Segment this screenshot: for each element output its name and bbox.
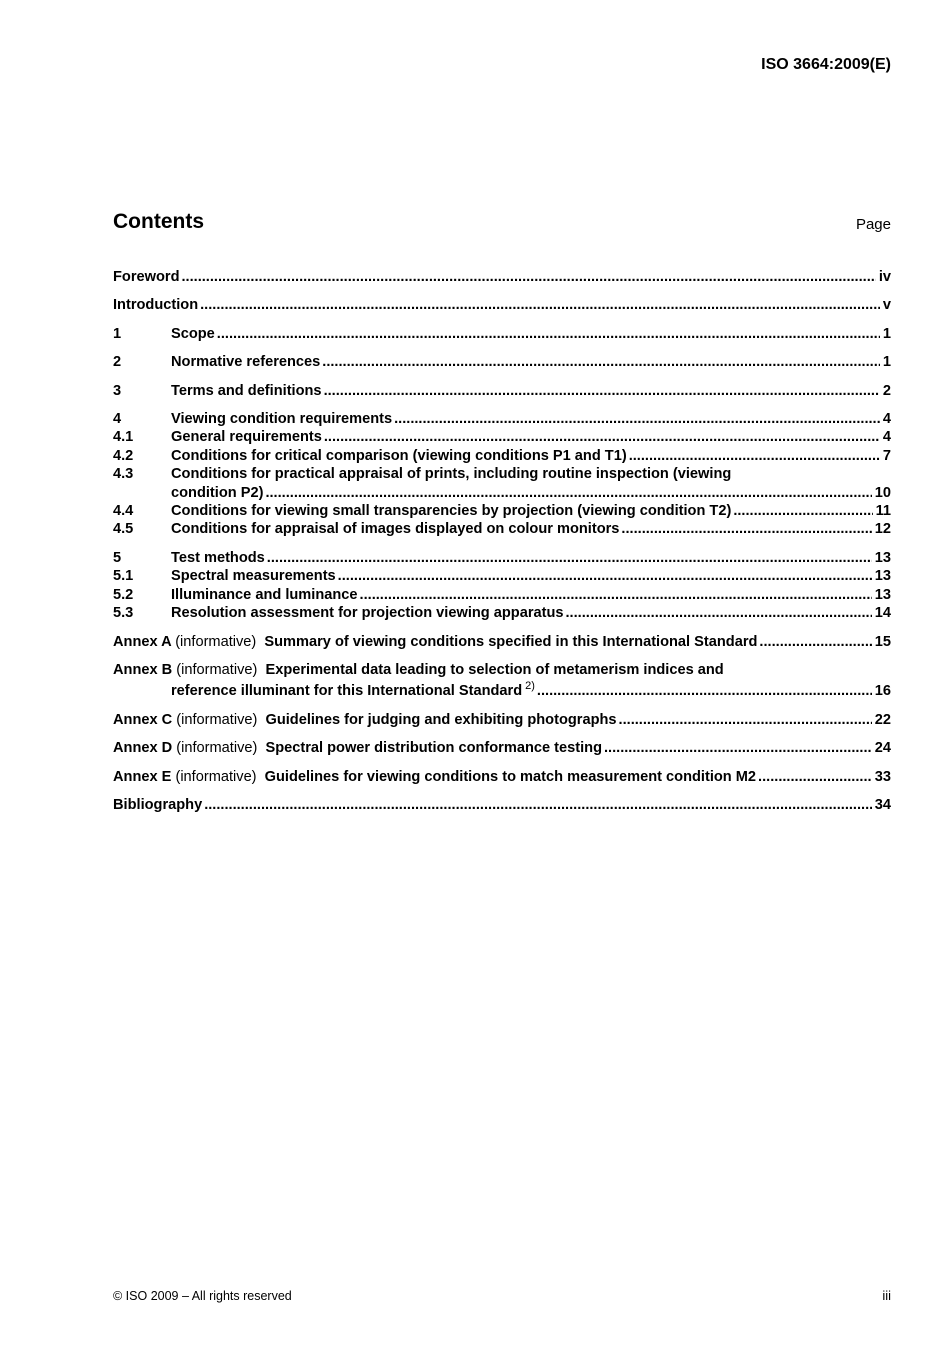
copyright-notice: © ISO 2009 – All rights reserved <box>113 1289 292 1303</box>
footnote-marker: 2) <box>525 680 535 693</box>
toc-entry-label: Introduction <box>113 297 199 314</box>
toc-group <box>113 711 891 729</box>
toc-entry-label: Guidelines for viewing conditions to match measurement condition M2 <box>264 768 757 785</box>
toc-entry-label: Illuminance and luminance <box>171 586 358 603</box>
toc-entry-page: v <box>882 297 891 314</box>
toc-entry-label: Scope <box>171 325 215 342</box>
toc-entry-scope[interactable] <box>113 325 891 343</box>
toc-entry-annex-a[interactable] <box>113 633 891 651</box>
annex-type: (informative) <box>176 661 258 678</box>
toc-entry-page: 33 <box>874 768 891 785</box>
toc-entry-label: Terms and definitions <box>171 382 322 399</box>
toc-group <box>113 382 891 400</box>
annex-type: (informative) <box>176 740 258 757</box>
toc-entry-label: Guidelines for judging and exhibiting photographs <box>265 711 617 728</box>
toc-group <box>113 661 891 701</box>
toc-entry-page: 10 <box>874 484 891 501</box>
toc-entry-normative-references[interactable] <box>113 353 891 371</box>
toc-entry-label: Spectral measurements <box>171 568 336 585</box>
toc-entry-label: Normative references <box>171 354 321 371</box>
toc-entry-section-4[interactable] <box>113 410 891 428</box>
toc-entry-number: 4.1 <box>113 429 134 446</box>
toc-entry-page: 14 <box>874 605 891 622</box>
document-code: ISO 3664:2009(E) <box>761 56 891 73</box>
page-number: iii <box>882 1288 891 1303</box>
toc-entry-label: Bibliography <box>113 796 203 813</box>
toc-entry-foreword[interactable] <box>113 268 891 286</box>
toc-entry-page: 16 <box>874 683 891 700</box>
toc-group <box>113 739 891 757</box>
toc-entry-label: Spectral power distribution conformance testing <box>265 740 602 757</box>
toc-entry-label-continued: reference illuminant for this International Standard <box>171 683 523 700</box>
toc-entry-number: 4.3 <box>113 466 134 483</box>
toc-entry-label: Conditions for critical comparison (viewing conditions P1 and T1) <box>171 447 627 464</box>
table-of-contents <box>113 268 891 824</box>
toc-entry-section-4-5[interactable] <box>113 520 891 538</box>
toc-entry-label: Foreword <box>113 269 180 285</box>
toc-entry-page: 13 <box>874 568 891 585</box>
toc-entry-label: Conditions for appraisal of images displayed on colour monitors <box>171 521 620 538</box>
toc-entry-annex-c[interactable] <box>113 711 891 729</box>
toc-entry-number: 4.5 <box>113 521 134 538</box>
toc-entry-number: 5.2 <box>113 586 134 603</box>
toc-entry-section-5-3[interactable] <box>113 604 891 622</box>
toc-entry-number: 5.3 <box>113 605 134 622</box>
annex-type: (informative) <box>175 768 257 785</box>
contents-heading: Contents <box>113 210 204 233</box>
toc-entry-section-4-2[interactable] <box>113 447 891 465</box>
toc-group <box>113 768 891 786</box>
toc-entry-number: 3 <box>113 382 122 399</box>
annex-name: Annex B <box>113 661 173 678</box>
toc-entry-section-4-3[interactable] <box>113 465 891 502</box>
toc-entry-page: 7 <box>882 447 891 464</box>
toc-entry-section-5-2[interactable] <box>113 586 891 604</box>
toc-entry-section-4-1[interactable] <box>113 428 891 446</box>
toc-entry-label: Conditions for practical appraisal of prints, including routine inspection (viewing <box>171 466 732 483</box>
annex-name: Annex A <box>113 633 172 650</box>
toc-entry-label: Resolution assessment for projection viewing apparatus <box>171 605 564 622</box>
toc-entry-number: 5.1 <box>113 568 134 585</box>
toc-entry-label: Experimental data leading to selection of metamerism indices and <box>265 661 724 678</box>
toc-entry-label: Summary of viewing conditions specified in this International Standard <box>264 633 758 650</box>
toc-entry-number: 2 <box>113 354 122 371</box>
toc-entry-page: 1 <box>882 325 891 342</box>
toc-entry-number: 4.2 <box>113 447 134 464</box>
toc-entry-section-5[interactable] <box>113 549 891 567</box>
toc-entry-label: Viewing condition requirements <box>171 411 393 428</box>
toc-entry-label: General requirements <box>171 429 322 446</box>
annex-type: (informative) <box>176 711 258 728</box>
toc-entry-number: 1 <box>113 325 122 342</box>
toc-entry-label: Conditions for viewing small transparencies by projection (viewing condition T2) <box>171 503 732 520</box>
toc-entry-number: 4.4 <box>113 503 134 520</box>
toc-entry-annex-e[interactable] <box>113 768 891 786</box>
toc-group <box>113 796 891 814</box>
toc-entry-page: 12 <box>874 521 891 538</box>
annex-name: Annex E <box>113 768 172 785</box>
toc-group <box>113 296 891 314</box>
toc-entry-label: Test methods <box>171 549 265 566</box>
toc-entry-page: 15 <box>874 633 891 650</box>
toc-entry-page: 22 <box>874 711 891 728</box>
annex-name: Annex D <box>113 740 173 757</box>
toc-entry-section-5-1[interactable] <box>113 567 891 585</box>
toc-entry-page: 13 <box>874 586 891 603</box>
toc-entry-annex-d[interactable] <box>113 739 891 757</box>
toc-entry-page: iv <box>878 269 891 285</box>
toc-entry-page: 1 <box>882 354 891 371</box>
toc-group <box>113 410 891 539</box>
toc-entry-page: 24 <box>874 740 891 757</box>
toc-group <box>113 633 891 651</box>
toc-entry-page: 4 <box>882 411 891 428</box>
toc-entry-number: 4 <box>113 411 122 428</box>
toc-entry-introduction[interactable] <box>113 296 891 314</box>
toc-group <box>113 325 891 343</box>
toc-entry-page: 2 <box>882 382 891 399</box>
toc-entry-page: 4 <box>882 429 891 446</box>
page-column-label: Page <box>855 216 891 233</box>
annex-type: (informative) <box>175 633 257 650</box>
toc-entry-bibliography[interactable] <box>113 796 891 814</box>
toc-entry-annex-b[interactable] <box>113 661 891 701</box>
toc-entry-page: 34 <box>874 796 891 813</box>
toc-entry-label-continued: condition P2) <box>171 484 264 501</box>
toc-entry-page: 11 <box>875 503 891 520</box>
toc-group <box>113 353 891 371</box>
toc-group <box>113 549 891 623</box>
toc-entry-terms-definitions[interactable] <box>113 382 891 400</box>
toc-entry-section-4-4[interactable] <box>113 502 891 520</box>
toc-entry-page: 13 <box>874 549 891 566</box>
toc-group <box>113 268 891 286</box>
annex-name: Annex C <box>113 711 173 728</box>
toc-entry-number: 5 <box>113 549 122 566</box>
